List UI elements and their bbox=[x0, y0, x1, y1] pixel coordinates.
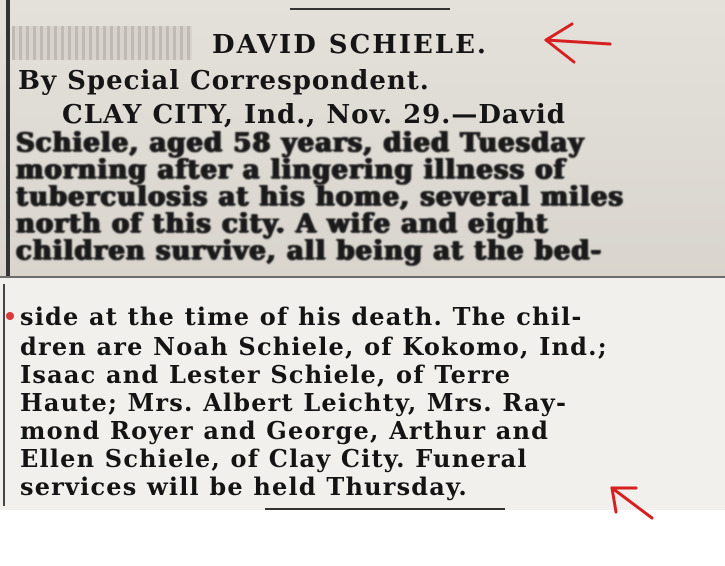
article-line: side at the time of his death. The chil- bbox=[20, 302, 583, 331]
byline: By Special Correspondent. bbox=[18, 66, 430, 96]
red-pen-mark bbox=[6, 312, 14, 320]
headline: DAVID SCHIELE. bbox=[212, 30, 488, 60]
article-line: children survive, all being at the bed- bbox=[16, 236, 603, 266]
bottom-rule bbox=[265, 508, 505, 510]
dateline: CLAY CITY, Ind., Nov. 29.—David bbox=[62, 100, 566, 130]
top-rule bbox=[290, 8, 450, 10]
red-arrow-icon bbox=[538, 18, 618, 70]
lower-left-border bbox=[3, 284, 5, 506]
article-line: tuberculosis at his home, several miles bbox=[16, 182, 625, 212]
red-arrow-icon bbox=[600, 478, 660, 526]
article-line: Ellen Schiele, of Clay City. Funeral bbox=[20, 444, 528, 473]
article-line: services will be held Thursday. bbox=[20, 472, 468, 501]
article-line: north of this city. A wife and eight bbox=[16, 209, 549, 239]
article-line: Haute; Mrs. Albert Leichty, Mrs. Ray- bbox=[20, 388, 568, 417]
left-border bbox=[6, 0, 10, 276]
article-line: mond Royer and George, Arthur and bbox=[20, 416, 550, 445]
article-line: dren are Noah Schiele, of Kokomo, Ind.; bbox=[20, 332, 608, 361]
article-line: Isaac and Lester Schiele, of Terre bbox=[20, 360, 512, 389]
article-line: morning after a lingering illness of bbox=[16, 155, 566, 185]
article-line: Schiele, aged 58 years, died Tuesday bbox=[16, 128, 585, 158]
